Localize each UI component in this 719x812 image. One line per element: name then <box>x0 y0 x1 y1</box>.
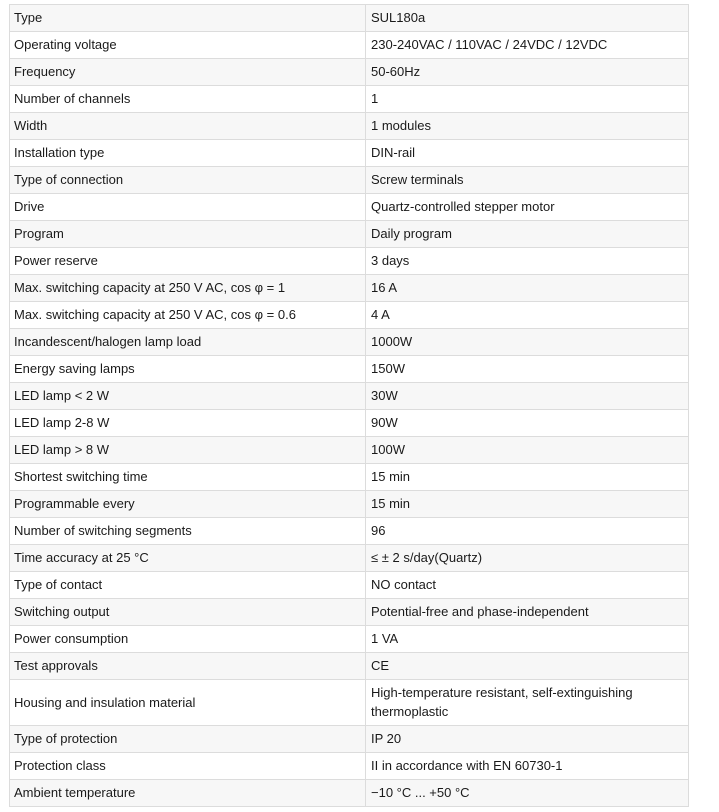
spec-row <box>10 167 689 194</box>
spec-value: IP 20 <box>366 726 689 753</box>
spec-label: Programmable every <box>10 491 366 518</box>
spec-table-container <box>9 4 688 807</box>
spec-label: LED lamp 2-8 W <box>10 410 366 437</box>
spec-label: LED lamp > 8 W <box>10 437 366 464</box>
spec-value: High-temperature resistant, self-extinguishing thermoplastic <box>366 680 689 726</box>
spec-value: DIN-rail <box>366 140 689 167</box>
spec-value: 96 <box>366 518 689 545</box>
spec-value: Potential-free and phase-independent <box>366 599 689 626</box>
spec-value: Screw terminals <box>366 167 689 194</box>
spec-row <box>10 572 689 599</box>
spec-label: Test approvals <box>10 653 366 680</box>
spec-label: Type <box>10 5 366 32</box>
spec-value: 90W <box>366 410 689 437</box>
spec-label: Incandescent/halogen lamp load <box>10 329 366 356</box>
spec-row <box>10 302 689 329</box>
spec-value: 1 modules <box>366 113 689 140</box>
spec-value: 16 A <box>366 275 689 302</box>
spec-row <box>10 5 689 32</box>
spec-value: 1 VA <box>366 626 689 653</box>
spec-value: 15 min <box>366 464 689 491</box>
spec-row <box>10 140 689 167</box>
spec-label: Housing and insulation material <box>10 680 366 726</box>
spec-row <box>10 113 689 140</box>
spec-label: Switching output <box>10 599 366 626</box>
spec-row <box>10 680 689 726</box>
spec-label: Time accuracy at 25 °C <box>10 545 366 572</box>
spec-table-body <box>10 5 689 807</box>
spec-value: CE <box>366 653 689 680</box>
spec-value: −10 °C ... +50 °C <box>366 780 689 807</box>
spec-value: 15 min <box>366 491 689 518</box>
spec-row <box>10 599 689 626</box>
spec-row <box>10 626 689 653</box>
spec-row <box>10 518 689 545</box>
spec-row <box>10 383 689 410</box>
spec-row <box>10 356 689 383</box>
spec-label: Protection class <box>10 753 366 780</box>
spec-value: 1 <box>366 86 689 113</box>
spec-label: Drive <box>10 194 366 221</box>
spec-row <box>10 780 689 807</box>
spec-row <box>10 86 689 113</box>
spec-label: Type of contact <box>10 572 366 599</box>
spec-row <box>10 753 689 780</box>
spec-row <box>10 194 689 221</box>
spec-label: Power consumption <box>10 626 366 653</box>
spec-value: Daily program <box>366 221 689 248</box>
spec-row <box>10 726 689 753</box>
spec-table <box>9 4 689 807</box>
spec-row <box>10 491 689 518</box>
spec-value: 4 A <box>366 302 689 329</box>
spec-row <box>10 59 689 86</box>
spec-value: 1000W <box>366 329 689 356</box>
spec-value: 50-60Hz <box>366 59 689 86</box>
spec-value: 230-240VAC / 110VAC / 24VDC / 12VDC <box>366 32 689 59</box>
spec-value: 30W <box>366 383 689 410</box>
spec-label: Number of channels <box>10 86 366 113</box>
spec-value: NO contact <box>366 572 689 599</box>
spec-value: 100W <box>366 437 689 464</box>
spec-label: Number of switching segments <box>10 518 366 545</box>
spec-label: Width <box>10 113 366 140</box>
spec-row <box>10 410 689 437</box>
spec-row <box>10 437 689 464</box>
spec-row <box>10 464 689 491</box>
spec-label: Ambient temperature <box>10 780 366 807</box>
spec-value: Quartz-controlled stepper motor <box>366 194 689 221</box>
spec-row <box>10 329 689 356</box>
spec-row <box>10 275 689 302</box>
spec-value: SUL180a <box>366 5 689 32</box>
spec-label: Type of protection <box>10 726 366 753</box>
spec-value: ≤ ± 2 s/day(Quartz) <box>366 545 689 572</box>
spec-row <box>10 653 689 680</box>
spec-row <box>10 221 689 248</box>
spec-row <box>10 545 689 572</box>
spec-label: Max. switching capacity at 250 V AC, cos φ = 0.6 <box>10 302 366 329</box>
spec-label: Shortest switching time <box>10 464 366 491</box>
spec-label: Energy saving lamps <box>10 356 366 383</box>
spec-label: LED lamp < 2 W <box>10 383 366 410</box>
spec-label: Installation type <box>10 140 366 167</box>
spec-label: Max. switching capacity at 250 V AC, cos φ = 1 <box>10 275 366 302</box>
spec-value: II in accordance with EN 60730-1 <box>366 753 689 780</box>
spec-value: 3 days <box>366 248 689 275</box>
spec-label: Operating voltage <box>10 32 366 59</box>
spec-label: Program <box>10 221 366 248</box>
spec-label: Frequency <box>10 59 366 86</box>
spec-row <box>10 248 689 275</box>
spec-value: 150W <box>366 356 689 383</box>
spec-label: Power reserve <box>10 248 366 275</box>
spec-row <box>10 32 689 59</box>
spec-label: Type of connection <box>10 167 366 194</box>
